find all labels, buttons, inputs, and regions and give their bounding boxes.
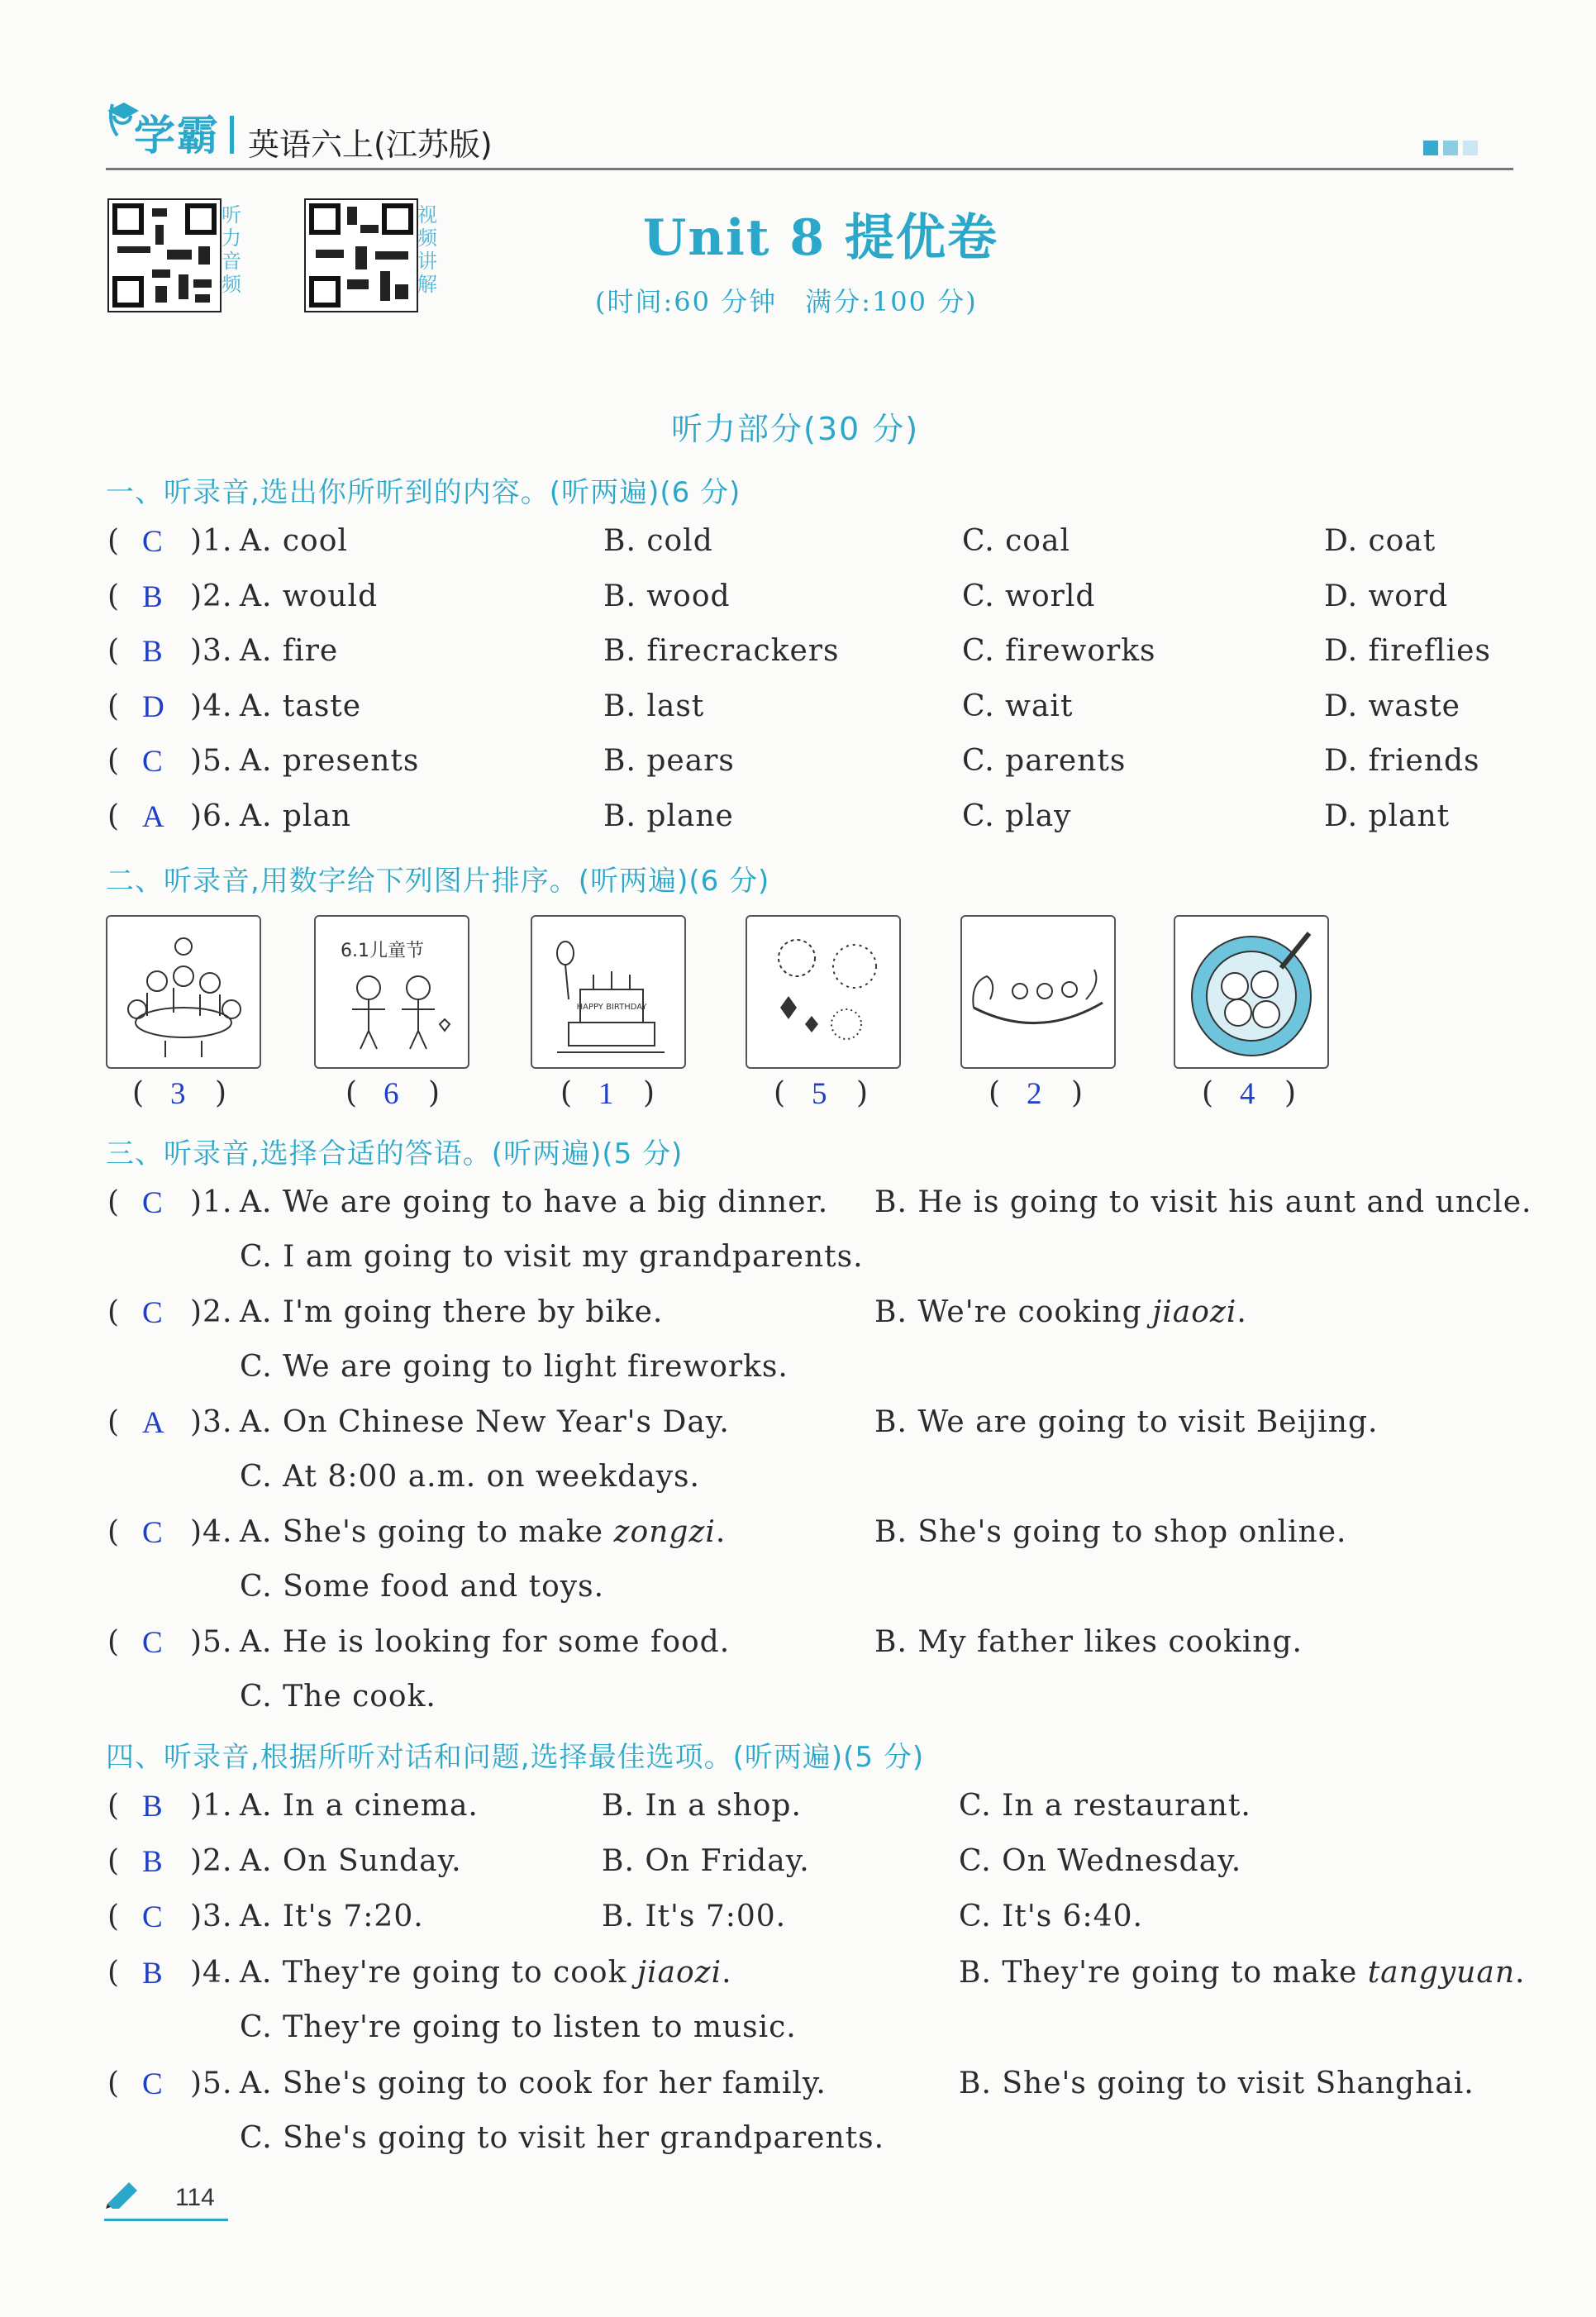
s4-option-b-text: B. They're going to make (959, 1956, 1368, 1990)
birthday-cake-text: HAPPY BIRTHDAY (576, 1003, 647, 1012)
s1-option-a: A. would (240, 579, 379, 613)
section4-heading: 四、听录音,根据所听对话和问题,选择最佳选项。(听两遍)(5 分) (106, 1741, 925, 1774)
s3-option-c: C. The cook. (240, 1680, 436, 1714)
answer-paren-open: ( (107, 1900, 121, 1933)
question-number: )2. (190, 1844, 233, 1878)
answer-letter[interactable]: D (142, 689, 164, 724)
s4-option-c: C. It's 6:40. (959, 1900, 1143, 1933)
answer-paren-open: ( (560, 1076, 574, 1110)
answer-paren-open: ( (132, 1076, 145, 1110)
answer-letter[interactable]: C (142, 1186, 163, 1220)
answer-paren-open: ( (107, 1956, 121, 1990)
question-number: )2. (190, 579, 233, 613)
s4-option-b: B. On Friday. (602, 1844, 810, 1878)
question-number: )4. (190, 689, 233, 723)
answer-paren-open: ( (107, 1625, 121, 1659)
section1-heading: 一、听录音,选出你所听到的内容。(听两遍)(6 分) (106, 476, 741, 509)
page-number: 114 (175, 2184, 215, 2211)
s1-option-b: B. last (603, 689, 705, 723)
s1-option-d: D. friends (1324, 744, 1480, 778)
s1-option-c: C. fireworks (962, 634, 1156, 668)
question-number: )1. (190, 1789, 233, 1823)
answer-letter[interactable]: C (142, 1516, 163, 1550)
s3-option-b: B. He is going to visit his aunt and uncle. (874, 1185, 1532, 1219)
question-number: )4. (190, 1956, 233, 1990)
page-title: Unit 8 提优卷 (643, 209, 998, 267)
answer-letter[interactable]: C (142, 745, 163, 779)
s4-option-b: B. She's going to visit Shanghai. (959, 2067, 1475, 2100)
answer-letter[interactable]: A (142, 799, 164, 834)
s3-option-a-end: . (715, 1515, 727, 1549)
qr-label-video: 视频讲解 (417, 203, 437, 296)
s1-option-a: A. taste (240, 689, 362, 723)
s3-option-a-italic: zongzi (613, 1515, 716, 1549)
answer-paren-open: ( (107, 2067, 121, 2100)
s3-option-a: A. I'm going there by bike. (240, 1295, 664, 1329)
page-subtitle: (时间:60 分钟 满分:100 分) (595, 286, 978, 317)
section2-heading: 二、听录音,用数字给下列图片排序。(听两遍)(6 分) (106, 865, 770, 898)
s4-option-a: A. In a cinema. (240, 1789, 479, 1823)
dragon-boat-icon (962, 917, 1114, 1067)
answer-paren-close: ) (856, 1076, 869, 1110)
s4-option-c: C. She's going to visit her grandparents. (240, 2121, 885, 2155)
s4-option-c: C. In a restaurant. (959, 1789, 1251, 1823)
s4-option-a: A. She's going to cook for her family. (240, 2067, 827, 2100)
answer-paren-close: ) (643, 1076, 656, 1110)
s1-option-d: D. plant (1324, 799, 1451, 833)
header-divider (230, 116, 234, 154)
answer-paren-open: ( (107, 1185, 121, 1219)
s4-option-a: A. It's 7:20. (240, 1900, 424, 1933)
answer-letter[interactable]: B (142, 1790, 163, 1824)
answer-paren-open: ( (107, 524, 121, 558)
question-number: )3. (190, 634, 233, 668)
answer-paren-close: ) (1284, 1076, 1298, 1110)
s4-option-a-end: . (722, 1956, 732, 1990)
answer-paren-open: ( (774, 1076, 787, 1110)
answer-paren-open: ( (107, 799, 121, 833)
s3-option-b: B. My father likes cooking. (874, 1625, 1303, 1659)
brand-name: 学霸 (134, 112, 220, 160)
question-number: )1. (190, 1185, 233, 1219)
answer-letter[interactable]: B (142, 1845, 163, 1879)
s3-option-b: B. She's going to shop online. (874, 1515, 1347, 1549)
s1-option-a: A. fire (240, 634, 339, 668)
s3-option-b-end: . (1236, 1295, 1247, 1329)
answer-letter[interactable]: A (142, 1406, 164, 1440)
s1-option-c: C. parents (962, 744, 1127, 778)
s4-option-a-text: A. They're going to cook (240, 1956, 637, 1990)
s3-option-b-italic: jiaozi (1152, 1295, 1237, 1329)
header-rule (106, 168, 1513, 170)
s1-option-b: B. firecrackers (603, 634, 840, 668)
s3-option-a-text: A. She's going to make (240, 1515, 614, 1549)
picture-childrens-day (314, 915, 469, 1069)
question-number: )5. (190, 744, 233, 778)
picture-birthday-cake (531, 915, 686, 1069)
s4-option-a (240, 1956, 732, 1990)
pencil-icon (104, 2179, 141, 2212)
question-number: )4. (190, 1515, 233, 1549)
answer-paren-open: ( (107, 579, 121, 613)
qr-label-audio: 听力音频 (222, 203, 241, 296)
family-dinner-icon (107, 917, 260, 1067)
listening-heading: 听力部分(30 分) (671, 411, 920, 447)
s4-option-b: B. It's 7:00. (602, 1900, 787, 1933)
section3-heading: 三、听录音,选择合适的答语。(听两遍)(5 分) (106, 1137, 684, 1170)
order-answer[interactable]: 6 (384, 1077, 399, 1111)
picture-tangyuan (1174, 915, 1329, 1069)
answer-paren-open: ( (107, 1515, 121, 1549)
answer-letter[interactable]: C (142, 1296, 163, 1330)
s1-option-c: C. coal (962, 524, 1070, 558)
question-number: )3. (190, 1900, 233, 1933)
answer-letter[interactable]: C (142, 1626, 163, 1660)
picture-family-dinner (106, 915, 261, 1069)
footer-rule (104, 2219, 228, 2221)
s3-option-c: C. I am going to visit my grandparents. (240, 1240, 864, 1274)
answer-paren-open: ( (989, 1076, 1002, 1110)
question-number: )5. (190, 1625, 233, 1659)
answer-paren-open: ( (107, 1295, 121, 1329)
answer-paren-open: ( (107, 689, 121, 723)
s1-option-d: D. waste (1324, 689, 1460, 723)
answer-letter[interactable]: B (142, 1957, 163, 1990)
fireworks-icon (747, 917, 899, 1067)
order-answer[interactable]: 3 (170, 1077, 186, 1111)
s1-option-a: A. presents (240, 744, 420, 778)
s3-option-c: C. Some food and toys. (240, 1570, 605, 1604)
s1-option-b: B. pears (603, 744, 735, 778)
s3-option-b (874, 1295, 1247, 1329)
answer-paren-open: ( (107, 1405, 121, 1439)
s4-option-c: C. On Wednesday. (959, 1844, 1242, 1878)
picture-fireworks (746, 915, 901, 1069)
s4-option-b: B. In a shop. (602, 1789, 802, 1823)
s1-option-d: D. coat (1324, 524, 1436, 558)
answer-paren-close: ) (1071, 1076, 1084, 1110)
s3-option-a: A. We are going to have a big dinner. (240, 1185, 829, 1219)
question-number: )5. (190, 2067, 233, 2100)
header-squares (1423, 141, 1478, 159)
answer-letter[interactable]: C (142, 525, 163, 559)
question-number: )2. (190, 1295, 233, 1329)
s4-option-b-italic: tangyuan (1367, 1956, 1516, 1990)
question-number: )6. (190, 799, 233, 833)
answer-letter[interactable]: B (142, 635, 163, 669)
childrens-day-text: 6.1儿童节 (341, 941, 424, 961)
answer-paren-open: ( (107, 744, 121, 778)
s3-option-a: A. He is looking for some food. (240, 1625, 731, 1659)
s4-option-c: C. They're going to listen to music. (240, 2010, 797, 2044)
childrens-day-icon (316, 917, 468, 1067)
s4-option-b (959, 1956, 1525, 1990)
order-answer[interactable]: 4 (1240, 1077, 1255, 1111)
s3-option-a: A. On Chinese New Year's Day. (240, 1405, 730, 1439)
s4-option-b-end: . (1515, 1956, 1526, 1990)
picture-dragon-boat (960, 915, 1116, 1069)
s1-option-a: A. plan (240, 799, 352, 833)
order-answer[interactable]: 5 (812, 1077, 827, 1111)
s1-option-a: A. cool (240, 524, 348, 558)
answer-letter[interactable]: C (142, 2067, 163, 2101)
answer-paren-open: ( (107, 1844, 121, 1878)
order-answer[interactable]: 1 (598, 1077, 614, 1111)
qr-code-audio[interactable] (107, 198, 222, 312)
question-number: )1. (190, 524, 233, 558)
s1-option-b: B. wood (603, 579, 731, 613)
s1-option-b: B. plane (603, 799, 734, 833)
s1-option-c: C. world (962, 579, 1096, 613)
order-answer[interactable]: 2 (1027, 1077, 1042, 1111)
s3-option-c: C. We are going to light fireworks. (240, 1350, 788, 1384)
s1-option-c: C. wait (962, 689, 1074, 723)
s1-option-d: D. fireflies (1324, 634, 1491, 668)
s1-option-c: C. play (962, 799, 1072, 833)
tangyuan-bowl-icon (1175, 917, 1327, 1067)
s3-option-b-text: B. We're cooking (874, 1295, 1153, 1329)
answer-paren-open: ( (107, 1789, 121, 1823)
answer-letter[interactable]: C (142, 1900, 163, 1934)
book-title: 英语六上(江苏版) (248, 126, 493, 163)
s3-option-a (240, 1515, 726, 1549)
s3-option-b: B. We are going to visit Beijing. (874, 1405, 1379, 1439)
answer-paren-open: ( (107, 634, 121, 668)
s4-option-a-italic: jiaozi (636, 1956, 722, 1990)
s1-option-b: B. cold (603, 524, 713, 558)
s3-option-c: C. At 8:00 a.m. on weekdays. (240, 1460, 700, 1494)
s1-option-d: D. word (1324, 579, 1449, 613)
question-number: )3. (190, 1405, 233, 1439)
answer-letter[interactable]: B (142, 579, 163, 614)
qr-code-video[interactable] (304, 198, 418, 312)
s4-option-a: A. On Sunday. (240, 1844, 462, 1878)
answer-paren-close: ) (428, 1076, 441, 1110)
answer-paren-close: ) (215, 1076, 228, 1110)
birthday-cake-icon (532, 917, 684, 1067)
answer-paren-open: ( (345, 1076, 359, 1110)
answer-paren-open: ( (1202, 1076, 1215, 1110)
